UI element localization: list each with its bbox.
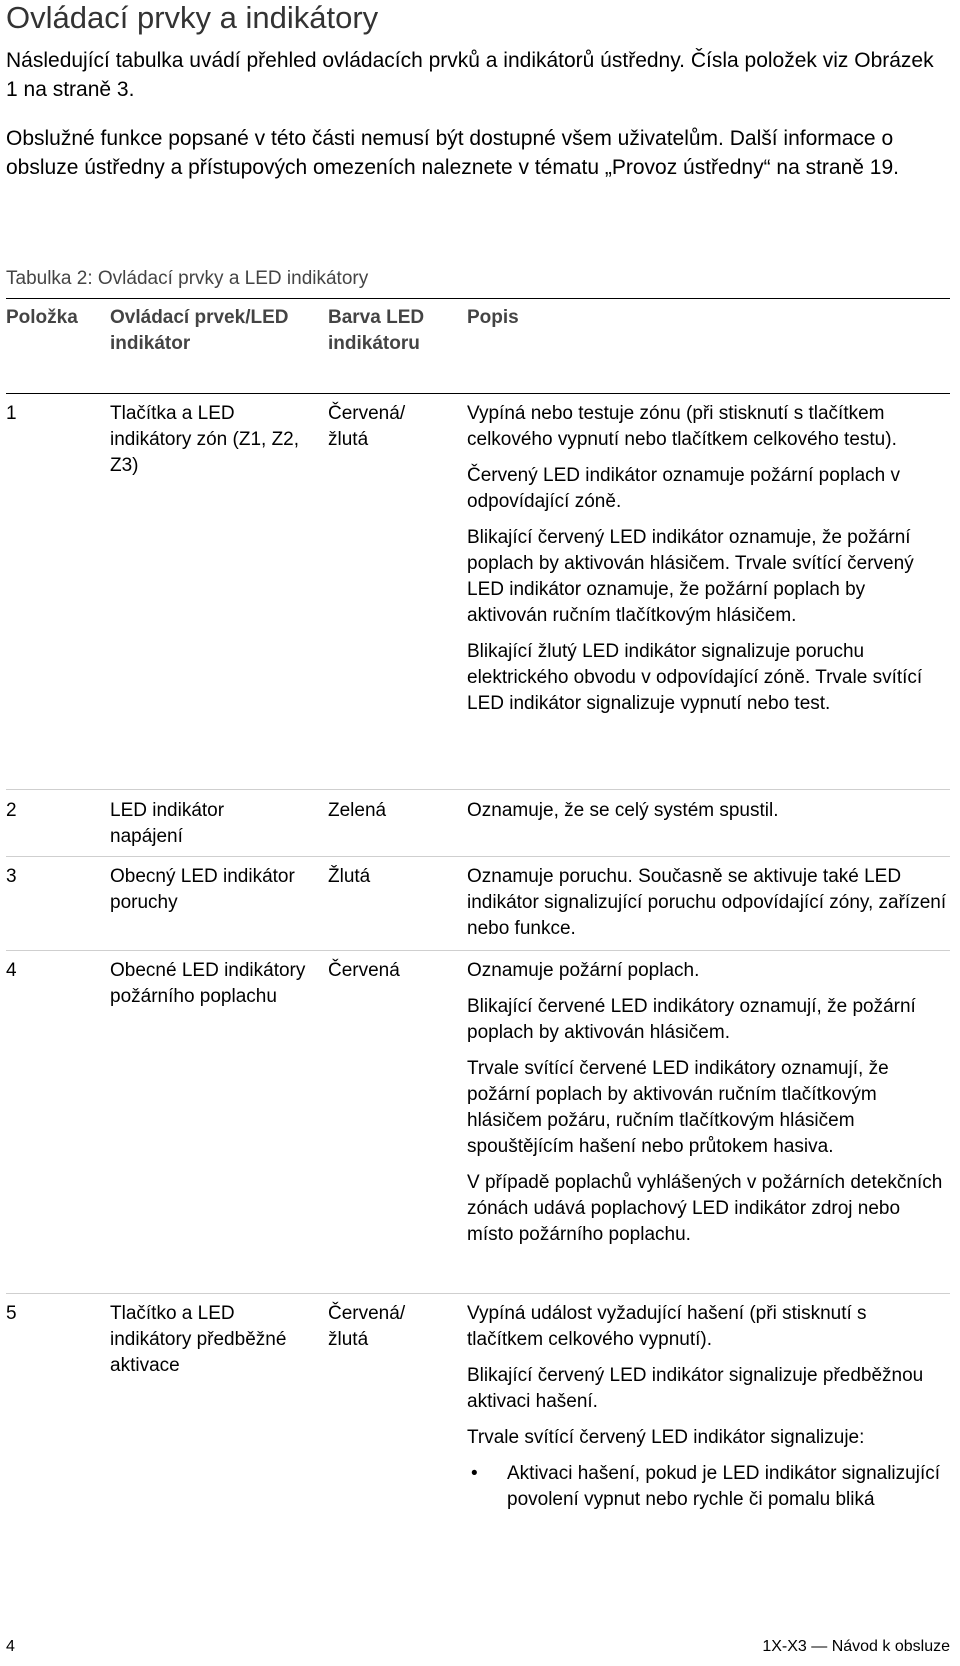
row-divider [6, 856, 950, 857]
row-5-desc-3: Trvale svítící červený LED indikátor signalizuje: [467, 1427, 865, 1448]
table-top-rule [6, 298, 950, 299]
row-4-desc-2: Blikající červené LED indikátory oznamují, že požární poplach by aktivován hlásičem. [467, 996, 916, 1043]
row-divider [6, 1293, 950, 1294]
row-1-desc-1: Vypíná nebo testuje zónu (při stisknutí s tlačítkem celkového vypnutí nebo tlačítkem celkového testu). [467, 403, 897, 450]
column-header-color: Barva LED indikátoru [328, 307, 425, 354]
row-5-bullet-item [467, 1461, 947, 1513]
row-divider [6, 789, 950, 790]
page-title: Ovládací prvky a indikátory [6, 0, 379, 35]
row-4-desc-3: Trvale svítící červené LED indikátory oznamují, že požární poplach by aktivován ručním tlačítkovým hlásičem požáru, ručním tlačítkovým hlásičem spouštějícím hašení nebo průtokem hasiva. [467, 1058, 889, 1157]
row-1-desc-3: Blikající červený LED indikátor oznamuje, že požární poplach by aktivován hlásičem. Trvale svítící červený LED indikátor oznamuje, že požární poplach by aktivován ručním tlačítkovým hlásičem. [467, 527, 914, 626]
row-3-description [467, 864, 947, 942]
document-title-footer: 1X-X3 — Návod k obsluze [762, 1638, 950, 1655]
row-3-color: Žlutá [328, 866, 371, 887]
intro-paragraph-2: Obslužné funkce popsané v této části nemusí být dostupné všem uživatelům. Další informace o obsluze ústředny a přístupových omezeních naleznete v tématu „Provoz ústředny“ na straně 19. [6, 127, 899, 179]
intro-paragraph-1: Následující tabulka uvádí přehled ovládacích prvků a indikátorů ústředny. Čísla položek viz Obrázek 1 na straně 3. [6, 49, 934, 101]
row-3-control: Obecný LED indikátor poruchy [110, 866, 295, 913]
row-2-item: 2 [6, 800, 17, 821]
table-caption: Tabulka 2: Ovládací prvky a LED indikátory [6, 268, 369, 289]
row-5-item: 5 [6, 1303, 17, 1324]
row-5-description [467, 1301, 947, 1513]
row-3-item: 3 [6, 866, 17, 887]
column-header-control: Ovládací prvek/LED indikátor [110, 307, 289, 354]
row-4-item: 4 [6, 960, 17, 981]
row-2-color: Zelená [328, 800, 387, 821]
row-divider [6, 950, 950, 951]
row-2-desc-1: Oznamuje, že se celý systém spustil. [467, 800, 779, 821]
row-4-color: Červená [328, 960, 400, 981]
row-1-item: 1 [6, 403, 17, 424]
row-5-desc-2: Blikající červený LED indikátor signalizuje předběžnou aktivaci hašení. [467, 1365, 924, 1412]
column-header-description: Popis [467, 307, 519, 328]
row-3-desc-1: Oznamuje poruchu. Současně se aktivuje také LED indikátor signalizující poruchu odpovídající zóny, zařízení nebo funkce. [467, 866, 947, 939]
header-bottom-rule [6, 393, 950, 394]
row-5-color: Červená/ žlutá [328, 1303, 406, 1350]
row-5-bullet-text: Aktivaci hašení, pokud je LED indikátor signalizující povolení vypnut nebo rychle či pomalu bliká [507, 1463, 941, 1510]
page-number: 4 [6, 1638, 15, 1655]
row-2-control: LED indikátor napájení [110, 800, 225, 847]
row-1-description [467, 401, 947, 717]
bullet-icon: • [471, 1463, 478, 1484]
row-1-color: Červená/ žlutá [328, 403, 406, 450]
row-1-control: Tlačítka a LED indikátory zón (Z1, Z2, Z3) [110, 403, 300, 476]
row-2-description [467, 798, 947, 824]
row-4-description [467, 958, 947, 1248]
row-5-desc-1: Vypíná událost vyžadující hašení (při stisknutí s tlačítkem celkového vypnutí). [467, 1303, 867, 1350]
row-4-desc-4: V případě poplachů vyhlášených v požárních detekčních zónách udává poplachový LED indikátor zdroj nebo místo požárního poplachu. [467, 1172, 943, 1245]
row-1-desc-2: Červený LED indikátor oznamuje požární poplach v odpovídající zóně. [467, 465, 901, 512]
row-4-control: Obecné LED indikátory požárního poplachu [110, 960, 306, 1007]
row-5-control: Tlačítko a LED indikátory předběžné aktivace [110, 1303, 287, 1376]
column-header-item: Položka [6, 307, 78, 328]
row-4-desc-1: Oznamuje požární poplach. [467, 960, 700, 981]
row-1-desc-4: Blikající žlutý LED indikátor signalizuje poruchu elektrického obvodu v odpovídající zóně. Trvale svítící LED indikátor signalizuje vypnutí nebo test. [467, 641, 923, 714]
